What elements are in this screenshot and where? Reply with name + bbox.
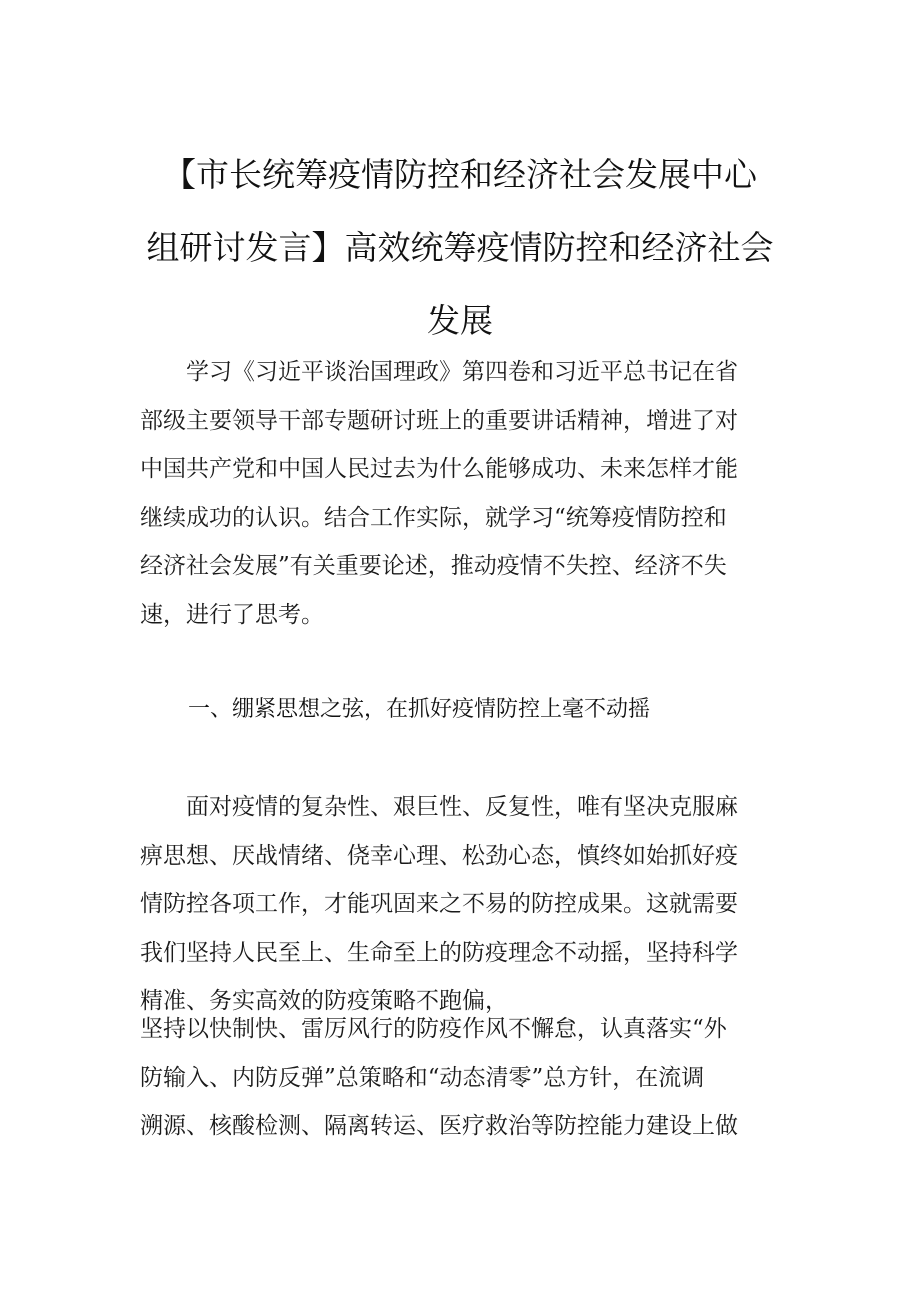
body-paragraph [140,783,783,1026]
text-line: 学习《习近平谈治国理政》第四卷和习近平总书记在省 [186,359,738,385]
section-heading: 一、绷紧思想之弦，在抓好疫情防控上毫不动摇 [188,697,651,722]
intro-paragraph [140,348,783,639]
text-line: 继续成功的认识。结合工作实际，就学习“统筹疫情防控和 [140,504,727,531]
title-line: 发展 [427,301,493,340]
body-paragraph [140,1005,783,1151]
title-line: 【市长统筹疫情防控和经济社会发展中心 [163,155,757,194]
text-line: 面对疫情的复杂性、艰巨性、反复性，唯有坚决克服麻 [186,794,738,820]
document-title [140,138,780,357]
text-line: 速，进行了思考。 [140,601,324,628]
text-line: 我们坚持人民至上、生命至上的防疫理念不动摇，坚持科学 [140,939,738,966]
text-line: 溯源、核酸检测、隔离转运、医疗救治等防控能力建设上做 [140,1113,738,1139]
text-line: 中国共产党和中国人民过去为什么能够成功、未来怎样才能 [140,456,738,482]
text-line: 坚持以快制快、雷厉风行的防疫作风不懈怠，认真落实“外 [140,1016,727,1042]
text-line: 防输入、内防反弹”总策略和“动态清零”总方针，在流调 [140,1064,705,1091]
text-line: 精准、务实高效的防疫策略不跑偏， [140,988,508,1014]
text-line: 痹思想、厌战情绪、侥幸心理、松劲心态，慎终如始抓好疫 [140,842,738,869]
text-line: 部级主要领导干部专题研讨班上的重要讲话精神，增进了对 [140,407,738,434]
text-line: 情防控各项工作，才能巩固来之不易的防控成果。这就需要 [140,891,738,917]
text-line: 经济社会发展”有关重要论述，推动疫情不失控、经济不失 [140,553,727,579]
title-line: 组研讨发言】高效统筹疫情防控和经济社会 [146,228,774,267]
